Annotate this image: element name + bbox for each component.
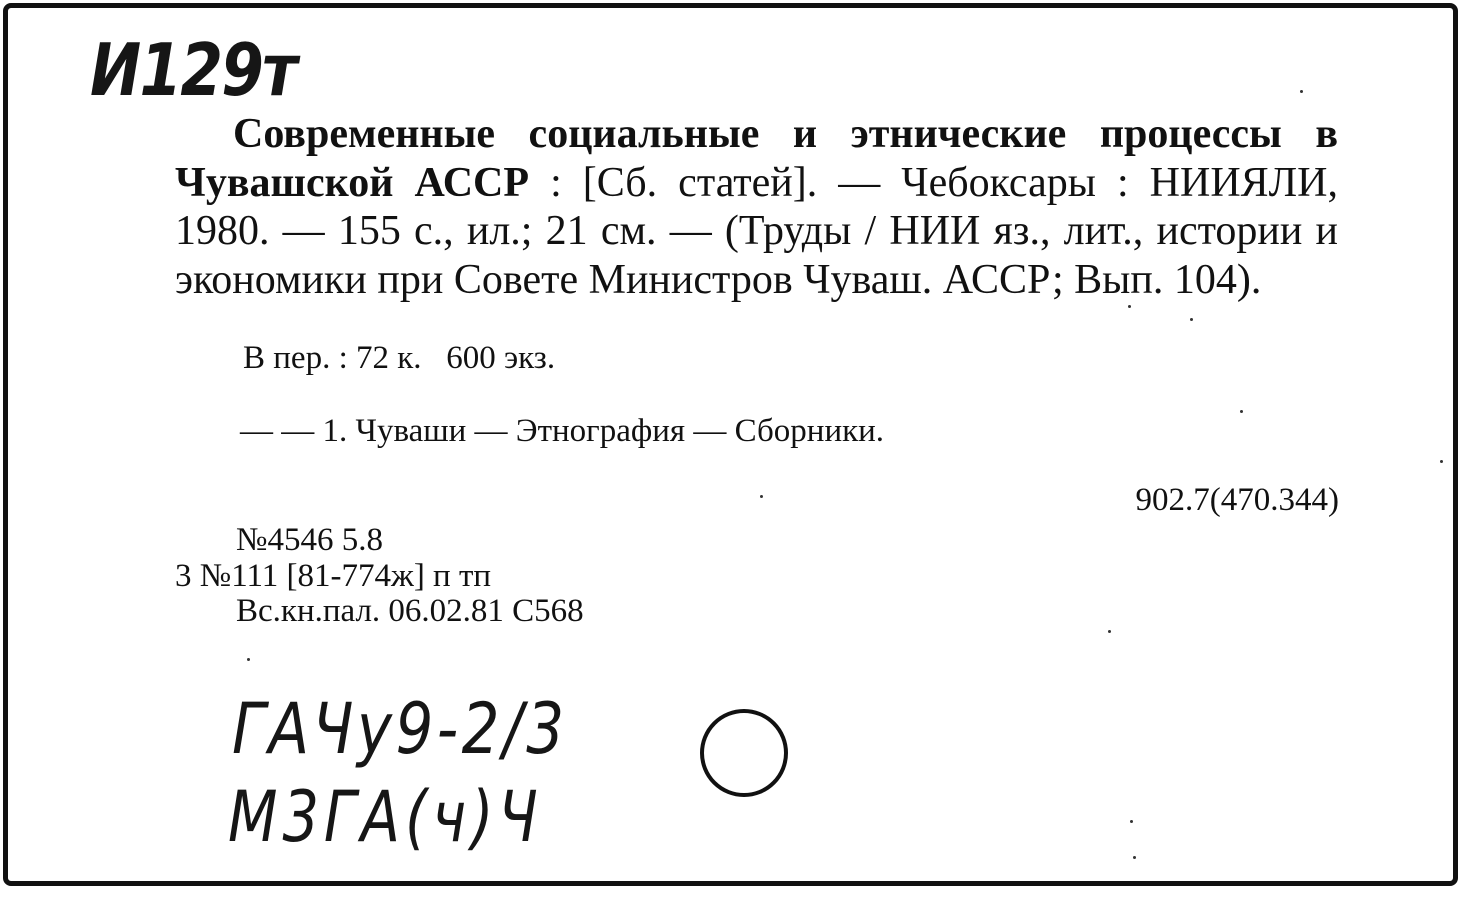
print-order-line: 3 №111 [81-774ж] п тп bbox=[175, 558, 492, 594]
classification-index: 902.7(470.344) bbox=[1135, 482, 1339, 518]
handwritten-shelf-mark-1: ГАЧу9-2/3 bbox=[232, 688, 568, 770]
speck bbox=[1133, 856, 1136, 859]
accession-number: №4546 5.8 bbox=[236, 522, 383, 558]
punch-hole-circle bbox=[698, 707, 790, 799]
handwritten-shelf-mark-2: М3ГА(ч)Ч bbox=[228, 776, 543, 858]
handwritten-call-number: И129т bbox=[90, 28, 296, 112]
speck bbox=[1440, 460, 1443, 463]
price-line: В пер. : 72 к. 600 экз. bbox=[243, 340, 556, 376]
speck bbox=[1108, 630, 1111, 633]
speck bbox=[760, 495, 763, 498]
description-text: : [Сб. статей]. — Чебоксары : НИИЯЛИ, 1980. — 155 с., ил.; 21 см. — (Труды / НИИ яз., лит., истории и экономики при Совете Министров Чуваш. АССР; Вып. 104). bbox=[175, 159, 1338, 303]
speck bbox=[247, 658, 250, 661]
bibliographic-description bbox=[175, 110, 1338, 304]
speck bbox=[1130, 820, 1133, 823]
speck bbox=[1190, 318, 1193, 321]
title-bold: Современные социальные и этнические процессы в Чувашской АССР bbox=[175, 111, 1338, 206]
speck bbox=[1240, 410, 1243, 413]
subject-heading: — — 1. Чуваши — Этнография — Сборники. bbox=[240, 413, 885, 449]
speck bbox=[1128, 305, 1131, 308]
book-chamber-line: Вс.кн.пал. 06.02.81 С568 bbox=[236, 593, 584, 629]
speck bbox=[1300, 90, 1303, 93]
